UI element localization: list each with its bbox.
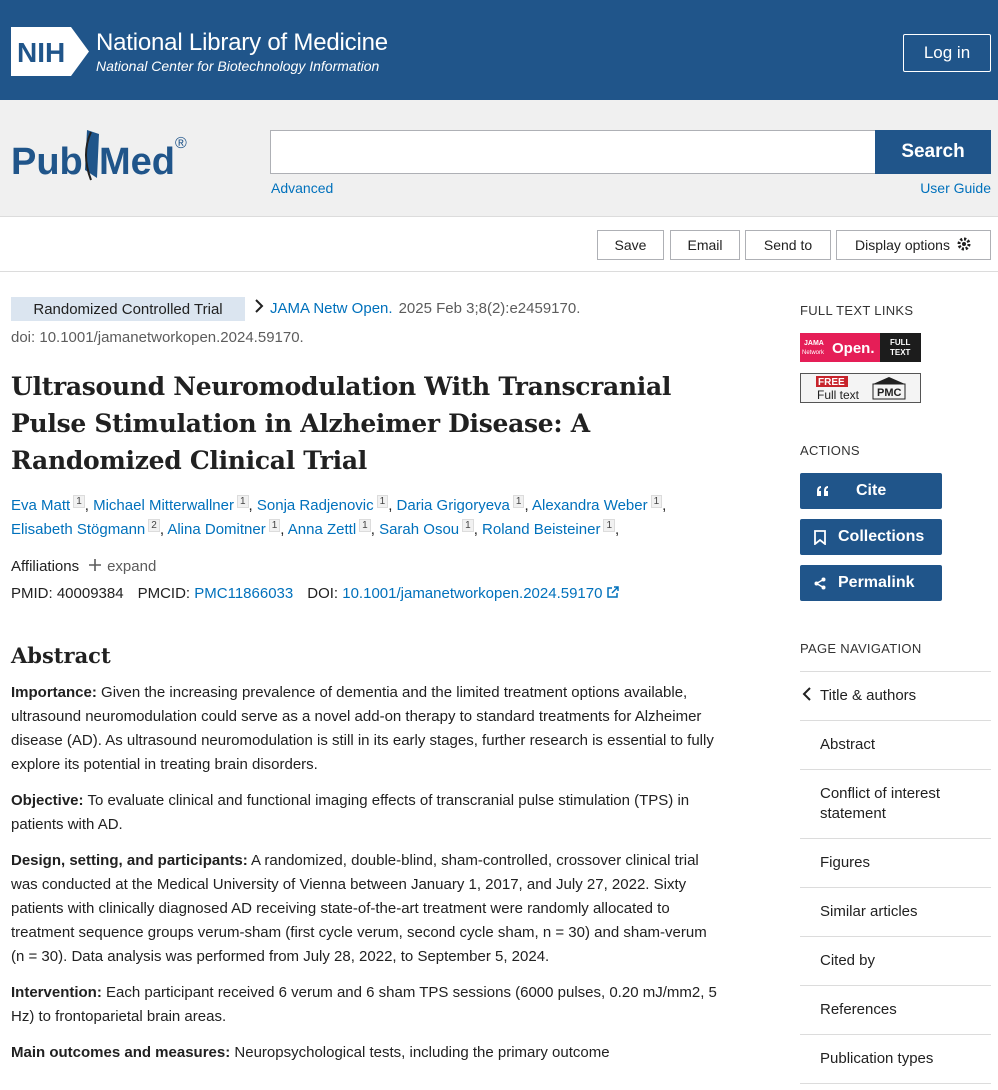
doi-line: doi: 10.1001/jamanetworkopen.2024.59170.	[11, 329, 304, 346]
author-link[interactable]: Sonja Radjenovic	[256, 497, 374, 514]
pmcid-link[interactable]: PMC11866033	[194, 585, 294, 602]
pmc-full-text-link[interactable]	[800, 373, 921, 403]
email-button[interactable]	[670, 230, 740, 260]
email-label: Email	[687, 237, 723, 253]
cite-label: Cite	[856, 482, 887, 499]
collections-button[interactable]	[800, 519, 942, 555]
chevron-left-icon	[802, 687, 812, 707]
page-nav-label: Conflict of interest statement	[820, 785, 941, 822]
author-link[interactable]: Sarah Osou	[379, 521, 460, 538]
jama-text: TEXT	[890, 348, 911, 357]
page-nav-item[interactable]	[800, 721, 991, 770]
page-nav-label: Abstract	[820, 736, 876, 753]
search-button[interactable]: Search	[875, 130, 991, 174]
identifiers-row	[11, 585, 619, 602]
abstract-heading: Abstract	[11, 643, 111, 668]
citation-line	[254, 299, 580, 317]
gear-icon	[956, 236, 972, 255]
user-guide-link[interactable]: User Guide	[920, 180, 991, 196]
abstract-section-label: Design, setting, and participants:	[11, 852, 248, 869]
pmid	[11, 585, 124, 602]
page-nav-item[interactable]	[800, 1035, 991, 1084]
author-link[interactable]: Alexandra Weber	[531, 497, 648, 514]
page-nav-label: Figures	[820, 854, 871, 871]
abstract-section-text: Each participant received 6 verum and 6 sham TPS sessions (6000 pulses, 0.20 mJ/mm2, 5 Hz) to frontoparietal brain areas.	[11, 984, 717, 1025]
doi-link[interactable]	[342, 585, 618, 602]
save-button[interactable]	[597, 230, 664, 260]
chevron-right-icon	[254, 299, 264, 317]
author-link[interactable]: Daria Grigoryeva	[396, 497, 510, 514]
page-nav-item[interactable]	[800, 937, 991, 986]
abstract-section	[11, 981, 721, 1029]
page-nav-item[interactable]	[800, 672, 991, 721]
abstract-section	[11, 681, 721, 777]
journal-link[interactable]: JAMA Netw Open.	[270, 299, 393, 317]
affiliation-number[interactable]: 1	[513, 495, 525, 508]
author-link[interactable]: Roland Beisteiner	[482, 521, 601, 538]
actions-heading: ACTIONS	[800, 443, 860, 458]
affiliation-number[interactable]: 1	[651, 495, 663, 508]
collections-label: Collections	[838, 528, 925, 545]
pubmed-logo-pub: Pub	[11, 141, 83, 183]
doi-value: 10.1001/jamanetworkopen.2024.59170	[342, 585, 603, 602]
author-link[interactable]: Elisabeth Stögmann	[11, 521, 146, 538]
expand-affiliations-button[interactable]	[89, 558, 156, 575]
search-band	[0, 100, 998, 217]
page-nav-item[interactable]	[800, 888, 991, 937]
author-link[interactable]: Anna Zettl	[287, 521, 357, 538]
article-title: Ultrasound Neuromodulation With Transcranial Pulse Stimulation in Alzheimer Disease: A Randomized Clinical Trial	[11, 372, 672, 475]
page-nav-item[interactable]	[800, 770, 991, 839]
abstract-section-label: Main outcomes and measures:	[11, 1044, 231, 1061]
citation-details: 2025 Feb 3;8(2):e2459170.	[398, 299, 581, 317]
abstract-section-label: Importance:	[11, 684, 97, 701]
display-options-button[interactable]	[836, 230, 991, 260]
registered-mark: ®	[175, 135, 187, 152]
page-nav-item[interactable]	[800, 839, 991, 888]
ncbi-subtitle: National Center for Biotechnology Information	[96, 58, 380, 74]
affiliations-row	[11, 558, 156, 575]
abstract-section-text: Given the increasing prevalence of dementia and the limited treatment options available, ultrasound neuromodulation could serve as a novel add-on therapy to standard treatments for Alzheimer disease (AD). As ultrasound neuromodulation is still in its early stages, further research is essential to fully explore its potential in treating brain disorders.	[11, 684, 714, 773]
expand-label: expand	[107, 558, 157, 575]
nlm-title[interactable]: National Library of Medicine	[96, 29, 388, 56]
doi	[307, 585, 618, 602]
pmcid	[138, 585, 294, 602]
page-nav-label: Publication types	[820, 1050, 934, 1067]
affiliations-label[interactable]: Affiliations	[11, 558, 80, 575]
advanced-search-link[interactable]: Advanced	[271, 180, 334, 196]
affiliation-number[interactable]: 1	[269, 519, 281, 532]
abstract-body	[11, 681, 721, 1077]
abstract-section	[11, 789, 721, 837]
nih-logo-text: NIH	[17, 37, 66, 68]
pmid-value: 40009384	[56, 585, 124, 602]
affiliation-number[interactable]: 1	[462, 519, 474, 532]
pmid-label: PMID:	[11, 585, 53, 602]
full-text-links-heading: FULL TEXT LINKS	[800, 303, 914, 318]
jama-full: FULL	[890, 338, 911, 347]
abstract-section-text: Neuropsychological tests, including the primary outcome	[234, 1044, 610, 1061]
nih-logo[interactable]	[11, 27, 89, 76]
affiliation-number[interactable]: 1	[237, 495, 249, 508]
abstract-section-text: A randomized, double-blind, sham-controlled, crossover clinical trial was conducted at the Medical University of Vienna between January 1, 2017, and July 27, 2022. Sixty patients with clinically diagnosed AD receiving state-of-the-art treatment were randomly allocated to treatment sequence groups verum-sham (first cycle verum, second cycle sham, n = 30) and sham-verum (n = 30). Data analysis was performed from July 28, 2022, to September 5, 2024.	[11, 852, 707, 965]
login-button[interactable]: Log in	[903, 34, 991, 72]
pmcid-label: PMCID:	[137, 585, 191, 602]
abstract-section-label: Intervention:	[11, 984, 102, 1001]
permalink-button[interactable]	[800, 565, 942, 601]
authors-list: Eva Matt $^1$ , Michael Mitterwallner $^1$ , Sonja Radjenovic $^1$ , Daria Grigoryeva $^1$ , Alexandra Weber $^1$ , Elisabeth Stögmann $^2$ , Alina Domitner $^1$ , Anna Zettl $^1$ , Sarah Osou $^1$ , Roland Beisteiner $^1$ ,	[11, 496, 667, 538]
abstract-section-text: To evaluate clinical and functional imaging effects of transcranial pulse stimulation (TPS) in patients with AD.	[11, 792, 690, 833]
page-nav-label: Title & authors	[820, 687, 917, 704]
author-link[interactable]: Alina Domitner	[167, 521, 266, 538]
author-link[interactable]: Michael Mitterwallner	[93, 497, 234, 514]
pubmed-logo[interactable]	[11, 124, 193, 188]
affiliation-number[interactable]: 1	[73, 495, 85, 508]
cite-button[interactable]	[800, 473, 942, 509]
save-label: Save	[614, 237, 647, 253]
jama-open: Open.	[832, 340, 875, 357]
plus-icon	[89, 558, 101, 575]
page-nav-label: Cited by	[820, 952, 876, 969]
external-link-icon	[607, 585, 619, 602]
article-toolbar	[0, 217, 998, 272]
jama-brand: JAMA	[804, 340, 824, 347]
abstract-section	[11, 849, 721, 969]
share-icon	[812, 577, 828, 590]
pmc-label: PMC	[877, 387, 902, 399]
author-link[interactable]: Eva Matt	[11, 497, 71, 514]
affiliation-number[interactable]: 1	[359, 519, 371, 532]
publication-type-badge[interactable]: Randomized Controlled Trial	[11, 297, 245, 321]
send-to-label: Send to	[763, 237, 813, 253]
affiliation-number[interactable]: 1	[603, 519, 615, 532]
bookmark-icon	[812, 530, 828, 545]
page-nav-label: References	[820, 1001, 897, 1018]
jama-full-text-link[interactable]	[800, 333, 921, 362]
send-to-button[interactable]	[745, 230, 831, 260]
search-input[interactable]	[270, 130, 876, 174]
page-navigation-list	[800, 671, 991, 1084]
display-options-label: Display options	[855, 237, 950, 253]
affiliation-number[interactable]: 1	[377, 495, 389, 508]
jama-network: Network	[802, 350, 825, 356]
nih-header	[0, 0, 998, 100]
affiliation-number[interactable]: 2	[148, 519, 160, 532]
doi-label: DOI:	[307, 585, 339, 602]
pubmed-logo-med: Med	[99, 141, 175, 183]
quote-icon	[812, 485, 834, 497]
permalink-label: Permalink	[838, 574, 915, 591]
page-nav-item[interactable]	[800, 986, 991, 1035]
page-navigation-heading: PAGE NAVIGATION	[800, 641, 922, 656]
abstract-section-label: Objective:	[11, 792, 84, 809]
pmc-free: FREE	[818, 377, 845, 388]
page-nav-label: Similar articles	[820, 903, 918, 920]
pmc-full-text: Full text	[817, 388, 860, 402]
abstract-section	[11, 1041, 721, 1065]
